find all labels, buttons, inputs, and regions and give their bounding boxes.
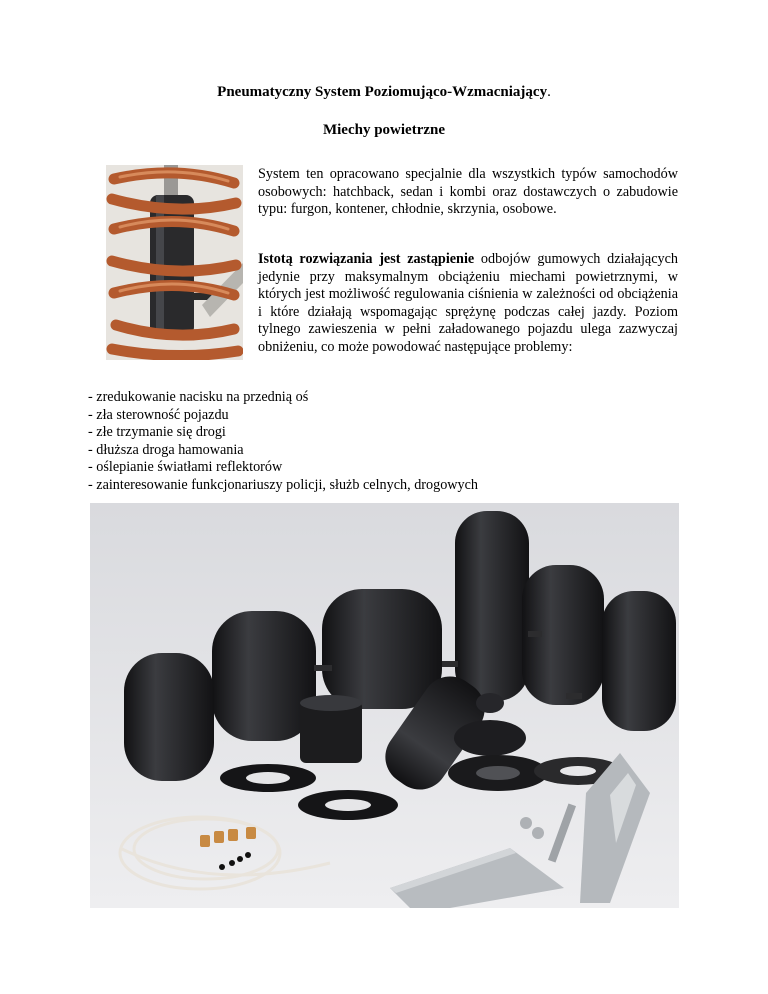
list-item: - zła sterowność pojazdu — [88, 406, 229, 423]
list-item: - oślepianie światłami reflektorów — [88, 459, 283, 476]
photo-air-bag-kit — [90, 503, 679, 908]
section-subtitle: Miechy powietrzne — [322, 122, 446, 138]
list-item: - zainteresowanie funkcjonariuszy policji, służb celnych, drogowych — [88, 476, 479, 493]
essence-lead: Istotą rozwiązania jest zastąpienie — [258, 251, 475, 267]
intro-paragraph: System ten opracowano specjalnie dla wszystkich typów samochodów osobowych: hatchback, sedan i kombi oraz dostawczych o zabudowie typu: furgon, kontener, chłodnie, skrzynia, osobowe. — [258, 166, 678, 217]
essence-paragraph — [258, 251, 678, 356]
page-title: Pneumatyczny System Poziomująco-Wzmacniający. — [217, 84, 551, 100]
list-item: - zredukowanie nacisku na przednią oś — [88, 389, 309, 405]
photo-coil-spring — [106, 165, 243, 360]
list-item: - dłuższa droga hamowania — [88, 441, 244, 458]
problems-list — [88, 389, 478, 495]
essence-rest: odbojów gumowych działających jedynie przy maksymalnym obciążeniu miechami powietrznymi, w których jest możliwość regulowania ciśnienia w zależności od obciążenia i które działają wspomagając sprężynę podczas całej jazdy. Poziom tylnego zawieszenia w pełni załadowanego pojazdu ulega zazwyczaj obniżeniu, co może powodować następujące problemy: — [258, 251, 678, 355]
list-item: - złe trzymanie się drogi — [88, 424, 226, 441]
